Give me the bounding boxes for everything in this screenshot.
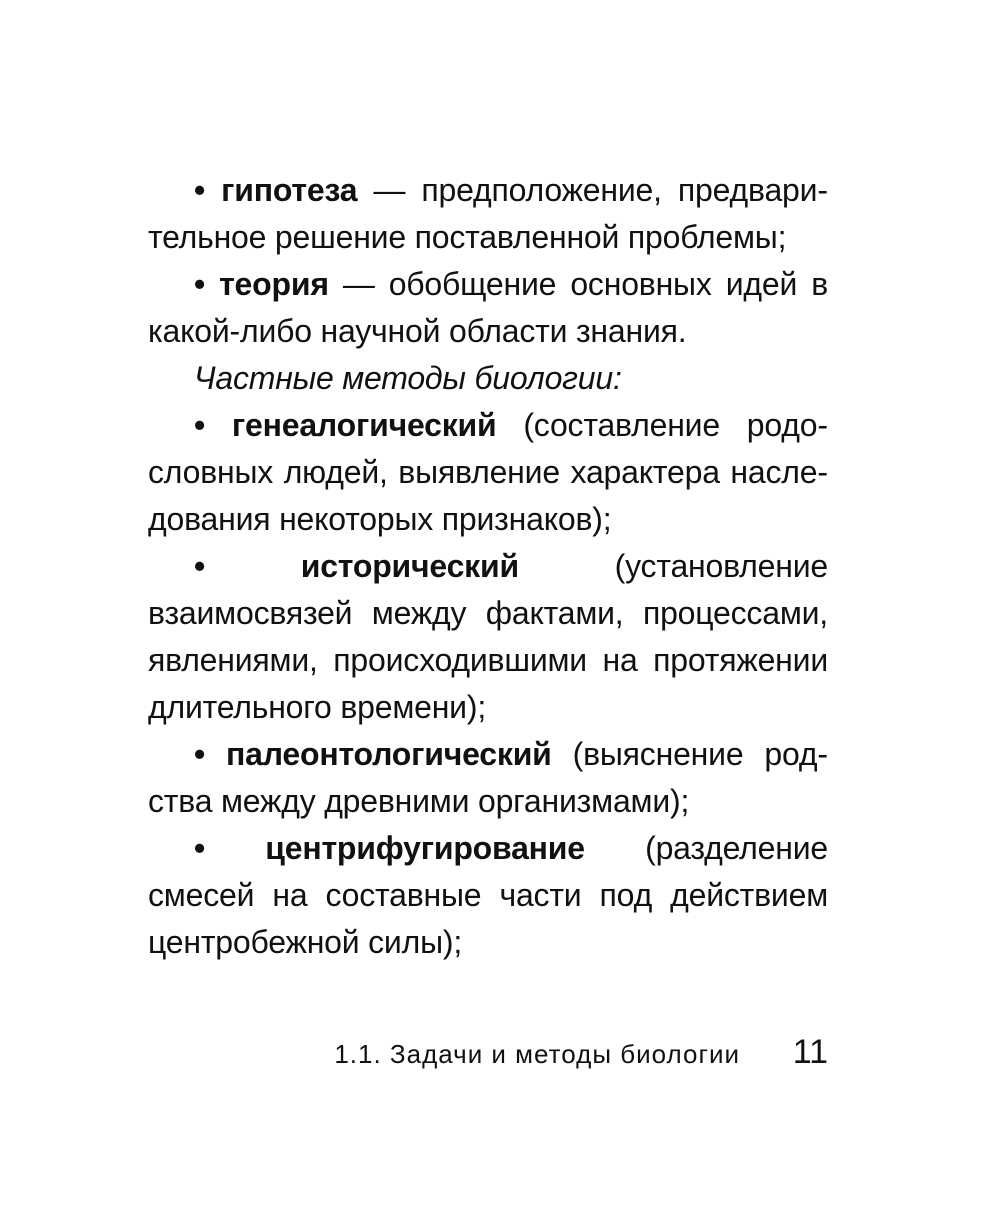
definition: (составление родословных людей, выявление характера наследования некоторых признаков); bbox=[148, 407, 828, 537]
section-heading: Частные методы биологии: bbox=[194, 360, 622, 396]
definition: (выяснение родства между древними организмами); bbox=[148, 736, 828, 819]
term: теория bbox=[219, 266, 329, 302]
term: исторический bbox=[300, 548, 519, 584]
definition: — обобщение основных идей в какой-либо научной области знания. bbox=[148, 266, 828, 349]
term: палеонтологический bbox=[225, 736, 552, 772]
bullet-icon: • bbox=[194, 266, 206, 302]
list-item-historical bbox=[148, 543, 828, 731]
body-text bbox=[148, 167, 828, 966]
definition: — предположение, предварительное решение поставленной проблемы; bbox=[148, 172, 828, 255]
bullet-icon: • bbox=[194, 548, 206, 584]
list-item-hypothesis bbox=[148, 167, 828, 261]
term: генеалогический bbox=[231, 407, 497, 443]
list-item-genealogical bbox=[148, 402, 828, 543]
bullet-icon: • bbox=[194, 736, 206, 772]
list-item-paleontological bbox=[148, 731, 828, 825]
term: гипотеза bbox=[221, 172, 358, 208]
bullet-icon: • bbox=[194, 407, 206, 443]
page-footer bbox=[0, 1033, 828, 1083]
bullet-icon: • bbox=[194, 830, 206, 866]
term: центрифугирование bbox=[265, 830, 585, 866]
list-item-centrifugation bbox=[148, 825, 828, 966]
running-head: 1.1. Задачи и методы биологии bbox=[334, 1039, 740, 1069]
definition: (разделение смесей на составные части под действием центробежной силы); bbox=[148, 830, 828, 960]
definition: (установление взаимосвязей между фактами, процессами, явлениями, происходившими на протяжении длительного времени); bbox=[148, 548, 828, 725]
list-item-theory bbox=[148, 261, 828, 355]
bullet-icon: • bbox=[194, 172, 206, 208]
page-number: 11 bbox=[792, 1033, 828, 1071]
